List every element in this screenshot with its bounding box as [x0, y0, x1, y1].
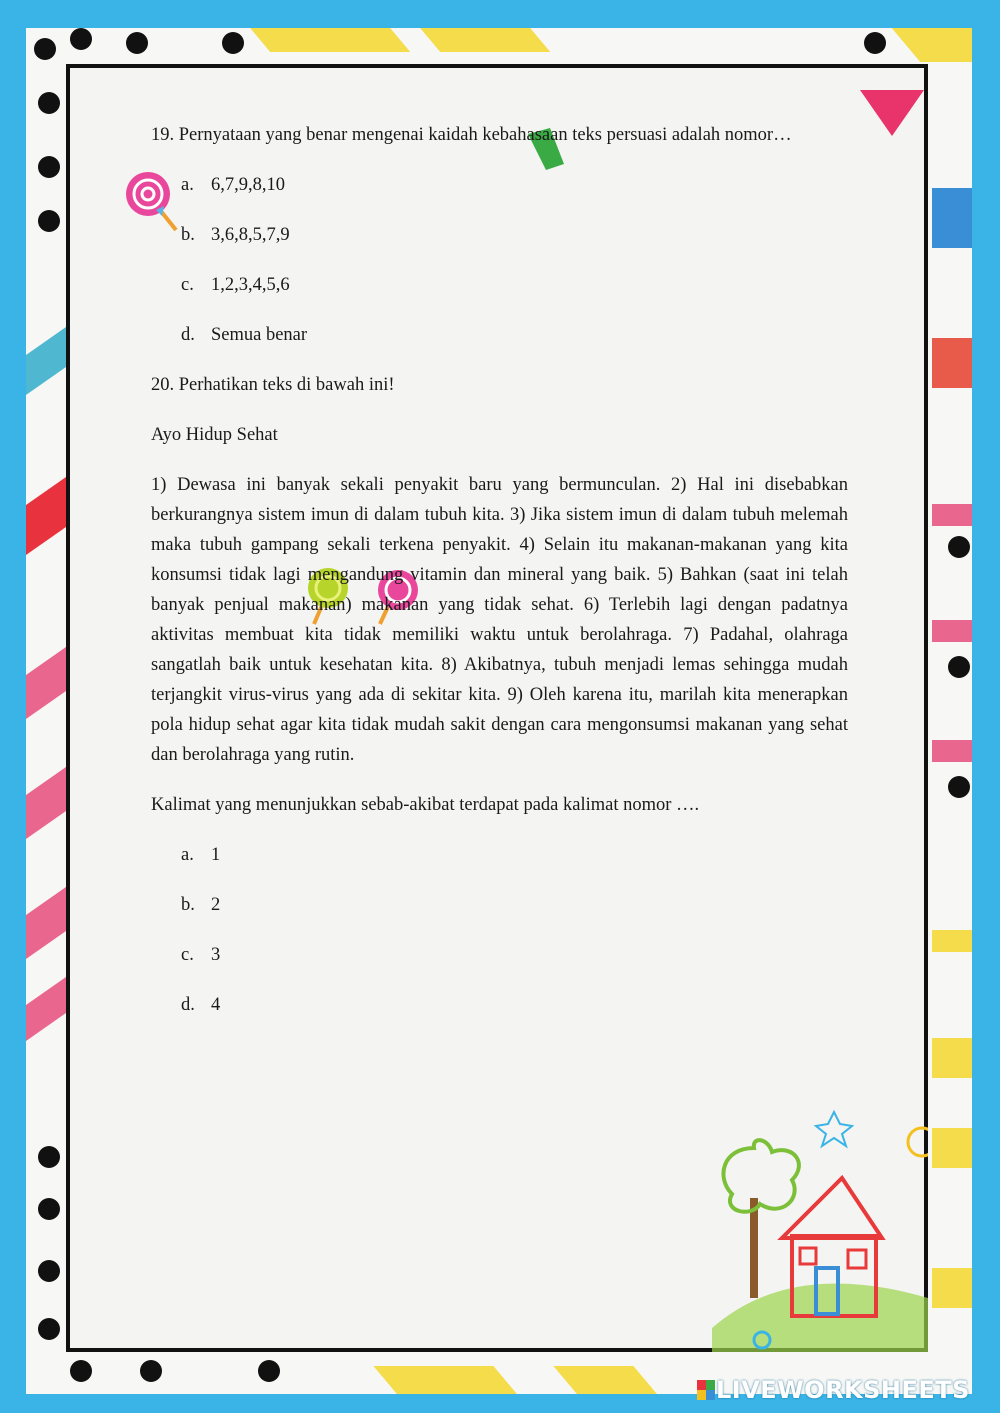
- dot: [70, 28, 92, 50]
- dot: [948, 776, 970, 798]
- dot: [38, 1260, 60, 1282]
- dot: [948, 656, 970, 678]
- dot: [864, 32, 886, 54]
- option-label: d.: [181, 325, 195, 345]
- option-text: 3: [211, 945, 221, 965]
- option-text: 3,6,8,5,7,9: [211, 225, 290, 245]
- dot: [34, 38, 56, 60]
- stripe-yellow-top: [242, 28, 411, 52]
- option-label: c.: [181, 275, 194, 295]
- question-19: 19. Pernyataan yang benar mengenai kaidah kebahasaan teks persuasi adalah nomor…: [151, 125, 792, 145]
- dot: [38, 1146, 60, 1168]
- q19-option-c[interactable]: [181, 270, 848, 300]
- pink-triangle-icon: [860, 90, 924, 138]
- dot: [948, 536, 970, 558]
- option-label: d.: [181, 995, 195, 1015]
- question-20: 20. Perhatikan teks di bawah ini!: [151, 375, 395, 395]
- stripe-pink-right-1: [932, 504, 972, 526]
- option-text: Semua benar: [211, 325, 308, 345]
- question-20-prompt: Kalimat yang menunjukkan sebab-akibat terdapat pada kalimat nomor ….: [151, 795, 700, 815]
- stripe-pink-right-3: [932, 740, 972, 762]
- option-label: b.: [181, 225, 195, 245]
- dot: [222, 32, 244, 54]
- q20-option-d[interactable]: [181, 990, 848, 1020]
- text-title: Ayo Hidup Sehat: [151, 425, 278, 445]
- stripe-yellow-bottom-1: [373, 1366, 518, 1394]
- liveworksheets-logo[interactable]: LIVEWORKSHEETS: [716, 1376, 970, 1404]
- q20-option-b[interactable]: [181, 890, 848, 920]
- option-label: c.: [181, 945, 194, 965]
- stripe-pink-left-3: [26, 887, 66, 973]
- dot: [38, 1198, 60, 1220]
- dot: [126, 32, 148, 54]
- option-text: 1,2,3,4,5,6: [211, 275, 290, 295]
- stripe-teal-left: [26, 327, 66, 409]
- stripe-yellow-top-3: [892, 28, 972, 62]
- q19-option-d[interactable]: [181, 320, 848, 350]
- q19-option-a[interactable]: [181, 170, 848, 200]
- option-text: 2: [211, 895, 221, 915]
- stripe-yellow-right-4: [932, 1268, 972, 1308]
- stripe-red-left: [26, 477, 66, 569]
- q20-option-c[interactable]: [181, 940, 848, 970]
- stripe-blue-right: [932, 188, 972, 248]
- dot: [38, 1318, 60, 1340]
- stripe-red-right: [932, 338, 972, 388]
- option-label: b.: [181, 895, 195, 915]
- option-label: a.: [181, 175, 194, 195]
- stripe-yellow-right-2: [932, 1038, 972, 1078]
- option-text: 6,7,9,8,10: [211, 175, 285, 195]
- dot: [258, 1360, 280, 1382]
- dot: [38, 210, 60, 232]
- stripe-yellow-right-1: [932, 930, 972, 952]
- stripe-pink-left-4: [26, 977, 66, 1055]
- stripe-yellow-top-2: [412, 28, 551, 52]
- stripe-pink-right-2: [932, 620, 972, 642]
- option-label: a.: [181, 845, 194, 865]
- stripe-yellow-right-3: [932, 1128, 972, 1168]
- dot: [140, 1360, 162, 1382]
- option-text: 4: [211, 995, 221, 1015]
- dot: [38, 92, 60, 114]
- q20-option-a[interactable]: [181, 840, 848, 870]
- stripe-pink-left-1: [26, 647, 66, 733]
- liveworksheets-badge-icon: [697, 1380, 715, 1400]
- q19-option-b[interactable]: [181, 220, 848, 250]
- house-drawing-icon: [712, 1108, 928, 1352]
- worksheet-content: [151, 120, 848, 1040]
- reading-paragraph: 1) Dewasa ini banyak sekali penyakit baru yang bermunculan. 2) Hal ini disebabkan berkurangnya sistem imun di dalam tubuh kita. 3) Jika sistem imun di dalam tubuh melemah maka tubuh gampang sekali terkena penyakit. 4) Selain itu makanan-makanan yang kita konsumsi tidak lagi mengandung vitamin dan mineral yang baik. 5) Bahkan (saat ini telah banyak penjual makanan) makanan yang tidak sehat. 6) Terlebih lagi dengan padatnya aktivitas membuat kita tidak memiliki waktu untuk berolahraga. 7) Padahal, olahraga sangatlah baik untuk kesehatan kita. 8) Akibatnya, tubuh menjadi lemas sehingga mudah terjangkit virus-virus yang ada di sekitar kita. 9) Oleh karena itu, marilah kita menerapkan pola hidup sehat agar kita tidak mudah sakit dengan cara mengonsumsi makanan yang sehat dan berolahraga yang rutin.: [151, 475, 848, 765]
- stripe-pink-left-2: [26, 767, 66, 853]
- dot: [70, 1360, 92, 1382]
- dot: [38, 156, 60, 178]
- option-text: 1: [211, 845, 221, 865]
- stripe-yellow-bottom-2: [553, 1366, 658, 1394]
